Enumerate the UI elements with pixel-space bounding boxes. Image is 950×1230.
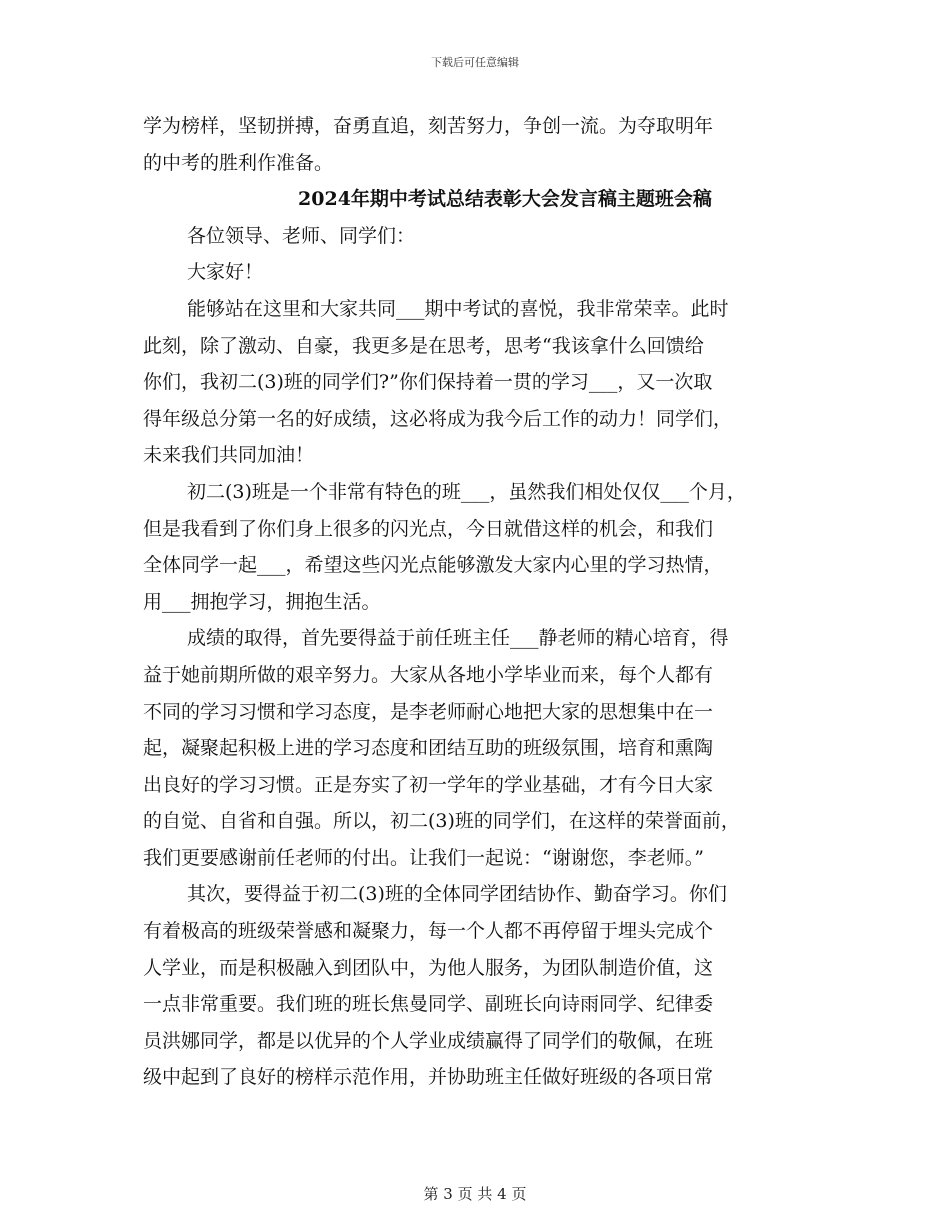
text-line: 其次，要得益于初二(3)班的全体同学团结协作、勤奋学习。你们	[187, 883, 727, 906]
document-title: 2024年期中考试总结表彰大会发言稿主题班会稿	[298, 188, 712, 211]
text-line: 成绩的取得，首先要得益于前任班主任___静老师的精心培育，得	[187, 627, 729, 650]
text-line: 能够站在这里和大家共同___期中考试的喜悦，我非常荣幸。此时	[187, 297, 729, 320]
text-line: 用___拥抱学习，拥抱生活。	[143, 590, 381, 613]
text-line: 学为榜样，坚韧拼搏，奋勇直追，刻苦努力，争创一流。为夺取明年	[143, 115, 714, 137]
paragraph-block	[143, 218, 823, 1096]
text-line: 的自觉、自省和自强。所以，初二(3)班的同学们，在这样的荣誉面前，	[143, 810, 740, 833]
text-line: 员洪娜同学，都是以优异的个人学业成绩赢得了同学们的敬佩，在班	[143, 1029, 714, 1052]
text-line: 一点非常重要。我们班的班长焦曼同学、副班长向诗雨同学、纪律委	[143, 993, 714, 1016]
page-header: 下载后可任意编辑	[431, 56, 519, 69]
text-line: 你们，我初二(3)班的同学们?”你们保持着一贯的学习___，又一次取	[143, 371, 713, 394]
text-line: 各位领导、老师、同学们：	[187, 224, 416, 247]
text-line: 初二(3)班是一个非常有特色的班___，虽然我们相处仅仅___个月，	[187, 480, 746, 503]
text-line: 益于她前期所做的艰辛努力。大家从各地小学毕业而来，每个人都有	[143, 663, 714, 686]
text-line: 出良好的学习习惯。正是夯实了初一学年的学业基础，才有今日大家	[143, 773, 714, 796]
page-footer: 第 3 页 共 4 页	[423, 1185, 527, 1203]
text-line: 的中考的胜利作准备。	[143, 151, 334, 174]
text-line: 全体同学一起___，希望这些闪光点能够激发大家内心里的学习热情，	[143, 554, 723, 577]
text-line: 此刻，除了激动、自豪，我更多是在思考，思考“我该拿什么回馈给	[143, 334, 704, 357]
text-line: 级中起到了良好的榜样示范作用，并协助班主任做好班级的各项日常	[143, 1066, 714, 1089]
document-body	[143, 108, 823, 1096]
text-line: 大家好！	[187, 261, 264, 284]
text-line: 有着极高的班级荣誉感和凝聚力，每一个人都不再停留于埋头完成个	[143, 920, 714, 943]
text-line: 我们更要感谢前任老师的付出。让我们一起说：“谢谢您，李老师。”	[143, 846, 704, 869]
text-line: 不同的学习习惯和学习态度，是李老师耐心地把大家的思想集中在一	[143, 700, 714, 723]
text-line: 得年级总分第一名的好成绩，这必将成为我今后工作的动力！同学们，	[143, 407, 733, 430]
text-line: 未来我们共同加油！	[143, 444, 315, 467]
text-line: 起，凝聚起积极上进的学习态度和团结互助的班级氛围，培育和熏陶	[143, 737, 714, 760]
text-line: 但是我看到了你们身上很多的闪光点，今日就借这样的机会，和我们	[143, 517, 714, 540]
text-line: 人学业，而是积极融入到团队中，为他人服务，为团队制造价值，这	[143, 956, 714, 979]
